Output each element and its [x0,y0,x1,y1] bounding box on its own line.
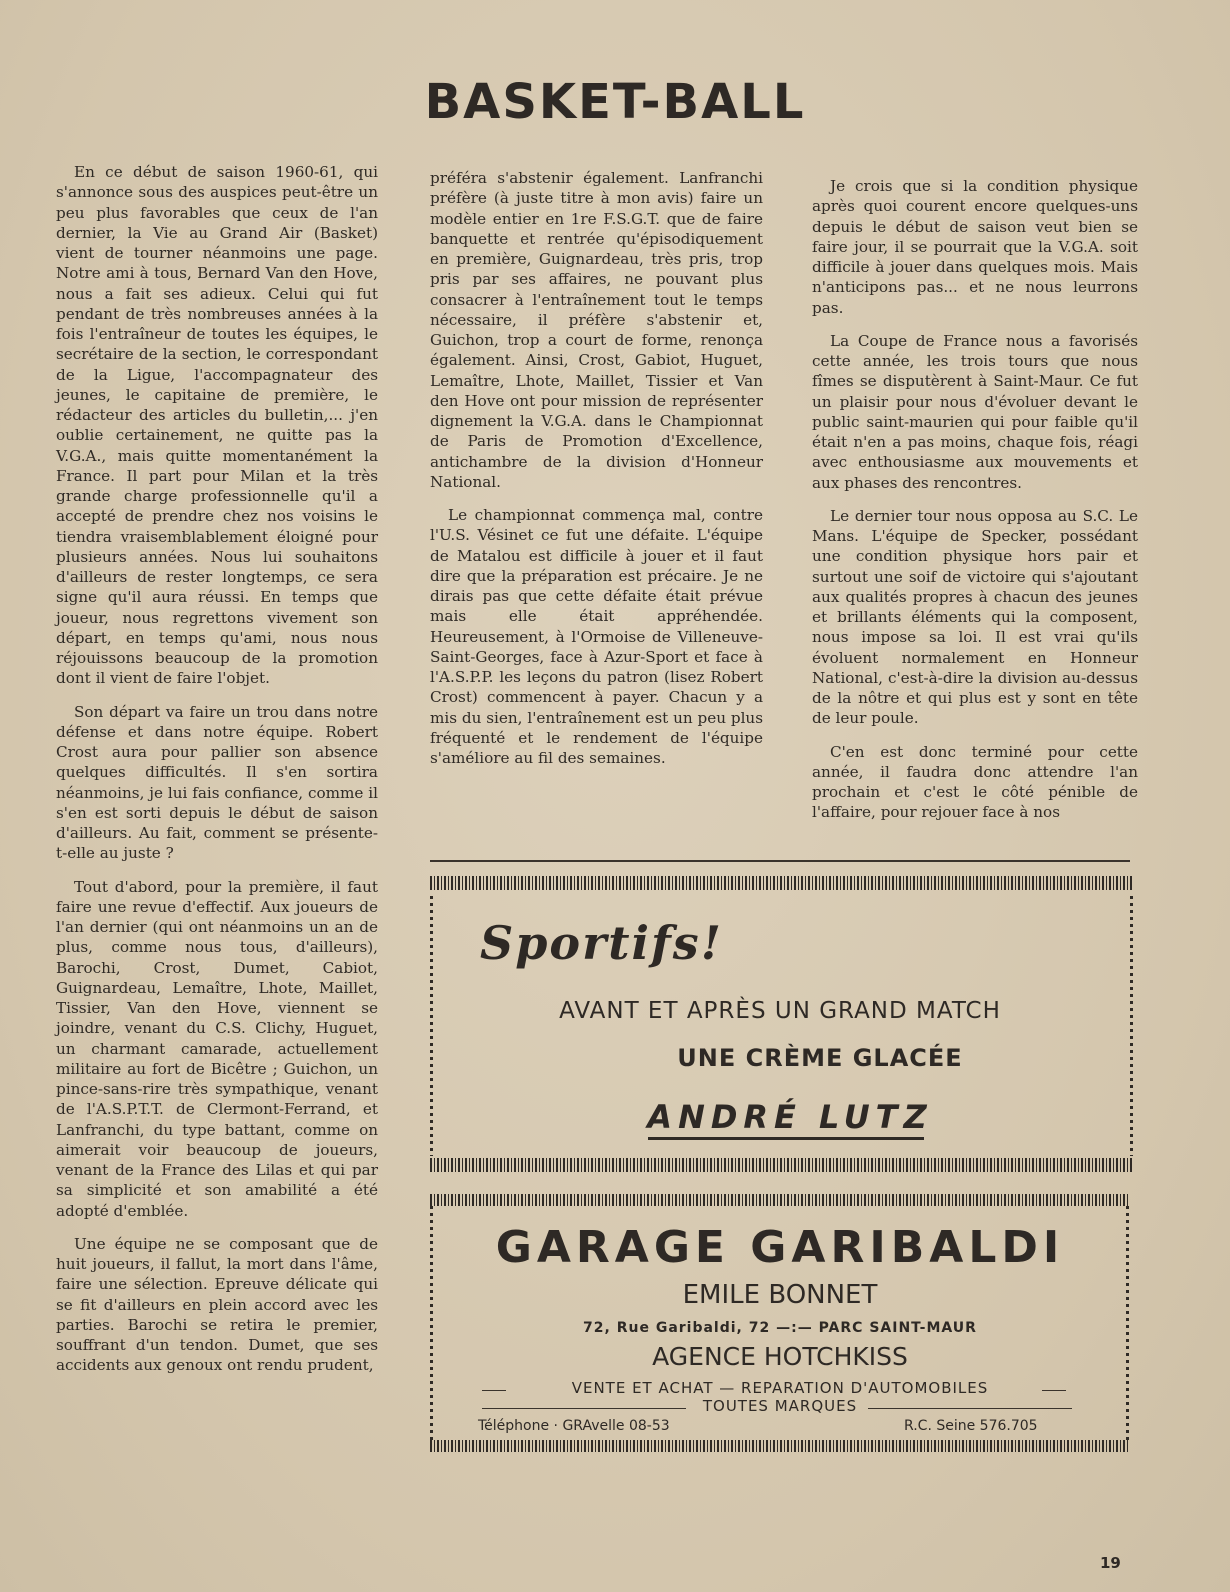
article-column-2 [430,168,763,781]
paragraph: Tout d'abord, pour la première, il faut faire une revue d'effectif. Aux joueurs de l'an dernier (qui ont néanmoins un an de plus, comme nous tous, d'ailleurs), Barochi, Crost, Dumet, Cabiot, Guignardeau, Lemaître, Lhote, Maillet, Tissier, Van den Hove, viennent se joindre, venant du C.S. Clichy, Huguet, un charmant camarade, actuellement militaire au fort de Bicêtre ; Guichon, un pince-sans-rire très sympathique, venant de l'A.S.P.T.T. de Clermont-Ferrand, et Lanfranchi, du type battant, comme on aimerait voir beaucoup de joueurs, venant de la France des Lilas et qui par sa simplicité et son amabilité a été adopté d'emblée. [56,877,378,1220]
paragraph: préféra s'abstenir également. Lanfranchi préfère (à juste titre à mon avis) faire un modèle entier en 1re F.S.G.T. que de faire banquette et rentrée qu'épisodiquement en première, Guignardeau, très pris, trop pris par ses affaires, ne pouvant plus consacrer à l'entraînement tout le temps nécessaire, il préfère s'abstenir et, Guichon, trop a court de forme, renonça également. Ainsi, Crost, Gabiot, Huguet, Lemaître, Lhote, Maillet, Tissier et Van den Hove ont pour mission de représenter dignement la V.G.A. dans le Championnat de Paris de Promotion d'Excellence, antichambre de la division d'Honneur National. [430,169,763,491]
paragraph: Une équipe ne se composant que de huit joueurs, il fallut, la mort dans l'âme, faire une sélection. Epreuve délicate qui se fit d'ailleurs en plein accord avec les parties. Barochi se retira le premier, souffrant d'un tendon. Dumet, que ses accidents aux genoux ont rendu prudent, [56,1234,378,1375]
ad-border-bottom [430,1440,1130,1452]
article-column-1 [56,162,378,1389]
paragraph: Le dernier tour nous opposa au S.C. Le Mans. L'équipe de Specker, possédant une condition physique hors pair et surtout une soif de victoire qui s'ajoutant aux qualités propres à chacun des jeunes et brillants éléments qui la composent, nous impose sa loi. Il est vrai qu'ils évoluent normalement en Honneur National, c'est-à-dire la division au-dessus de la nôtre et qui plus est y sont en tête de leur poule. [812,506,1138,728]
paragraph: Le championnat commença mal, contre l'U.S. Vésinet ce fut une défaite. L'équipe de Matalou est difficile à jouer et il faut dire que la préparation est précaire. Je ne dirais pas que cette défaite était prévue mais elle était appréhendée. Heureusement, à l'Ormoise de Villeneuve-Saint-Georges, face à Azur-Sport et face à l'A.S.P.P. les leçons du patron (lisez Robert Crost) commencent à payer. Chacun y a mis du sien, l'entraînement est un peu plus fréquenté et le rendement de l'équipe s'améliore au fil des semaines. [430,506,763,767]
paragraph: Je crois que si la condition physique après quoi courent encore quelques-uns depuis le début de saison veut bien se faire jour, il se pourrait que la V.G.A. soit difficile à jouer dans quelques mois. Mais n'anticipons pas... et ne nous leurrons pas. [812,177,1138,317]
garage-agency: AGENCE HOTCHKISS [652,1342,908,1371]
garage-registration: R.C. Seine 576.705 [904,1418,1038,1434]
garage-marques: TOUTES MARQUES [702,1397,858,1415]
ad-border-bottom [430,1158,1134,1172]
garage-phone: Téléphone · GRAvelle 08-53 [478,1418,670,1434]
ad-lutz-brand: ANDRÉ LUTZ [647,1098,933,1136]
ad-border-top [430,876,1134,890]
ad-lutz-line1: AVANT ET APRÈS UN GRAND MATCH [559,998,1001,1024]
garage-address: 72, Rue Garibaldi, 72 —:— PARC SAINT-MAUR [583,1320,977,1336]
ad-border-right [1130,896,1133,1156]
garage-title: GARAGE GARIBALDI [495,1222,1065,1273]
paragraph: Son départ va faire un trou dans notre défense et dans notre équipe. Robert Crost aura pour pallier son absence quelques difficultés. Il s'en sortira néanmoins, je lui fais confiance, comme il s'en est sorti depuis le début de saison d'ailleurs. Au fait, comment se présente-t-elle au juste ? [56,702,378,863]
ad-lutz-underline [648,1137,924,1140]
ad-lutz-headline: Sportifs! [480,916,723,970]
paragraph: C'en est donc terminé pour cette année, il faudra donc attendre l'an prochain et c'est le côté pénible de l'affaire, pour rejouer face à nos [812,742,1138,822]
garage-owner: EMILE BONNET [682,1280,878,1310]
garage-services: VENTE ET ACHAT — REPARATION D'AUTOMOBILES [571,1379,989,1397]
paragraph: En ce début de saison 1960-61, qui s'annonce sous des auspices peut-être un peu plus favorables que ceux de l'an dernier, la Vie au Grand Air (Basket) vient de tourner néanmoins une page. Notre ami à tous, Bernard Van den Hove, nous a fait ses adieux. Celui qui fut pendant de très nombreuses années à la fois l'entraîneur de toutes les équipes, le secrétaire de la section, le correspondant de la Ligue, l'accompagnateur des jeunes, le capitaine de première, le rédacteur des articles du bulletin,... j'en oublie certainement, ne quitte pas la V.G.A., mais quitte momentanément la France. Il part pour Milan et la très grande charge professionnelle qu'il a accepté de prendre chez nos voisins le tiendra vraisemblablement éloigné pour plusieurs années. Nous lui souhaitons d'ailleurs de rester longtemps, ce sera signe qu'il aura réussi. En temps que joueur, nous regrettons vivement son départ, en temps qu'ami, nous nous réjouissons beaucoup de la promotion dont il vient de faire l'objet. [56,163,378,688]
page-number: 19 [1100,1554,1121,1572]
ad-lutz-line2: UNE CRÈME GLACÉE [677,1044,963,1072]
divider [868,1408,1072,1409]
article-column-3 [812,176,1138,836]
ad-border-left [430,896,433,1156]
paragraph: La Coupe de France nous a favorisés cette année, les trois tours que nous fîmes se disputèrent à Saint-Maur. Ce fut un plaisir pour nous d'évoluer devant le public saint-maurien qui pour faible qu'il était n'en a pas moins, chaque fois, réagi avec enthousiasme aux mouvements et aux phases des rencontres. [812,331,1138,492]
ad-border-top [430,1194,1130,1206]
divider [1042,1390,1066,1391]
ad-separator-rule [430,860,1130,862]
article-title: BASKET-BALL [424,74,806,130]
